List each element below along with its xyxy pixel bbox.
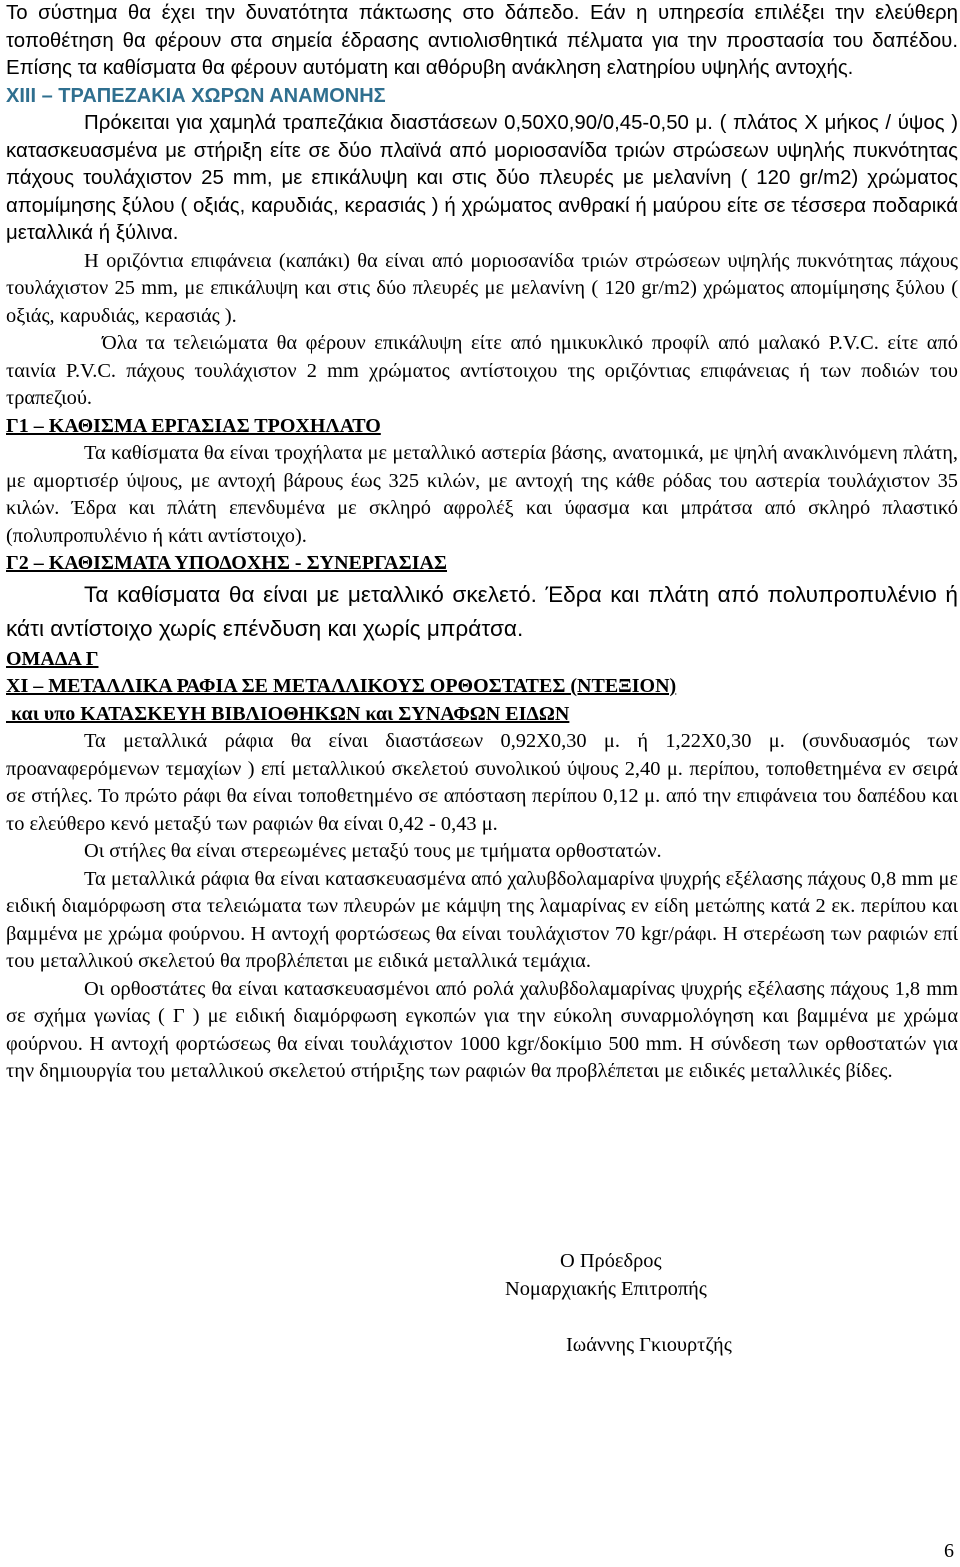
heading-xi: XI – ΜΕΤΑΛΛΙΚΑ ΡΑΦΙΑ ΣΕ ΜΕΤΑΛΛΙΚΟΥΣ ΟΡΘΟΣΤΑΤΕΣ (ΝΤΕΞΙΟΝ) [6,675,677,697]
heading-omada: ΟΜΑΔΑ Γ [6,647,99,670]
paragraph-intro: Το σύστημα θα έχει την δυνατότητα πάκτωσης στο δάπεδο. Εάν η υπηρεσία επιλέξει την ελεύθερη τοποθέτηση θα φέρουν στα σημεία έδρασης αντιολισθητικά πέλματα για την προστασία του δαπέδου. Επίσης τα καθίσματα θα φέρουν αυτόματη και αθόρυβη ανάκληση ελατηρίου υψηλής αντοχής. [6,2,958,79]
paragraph-xiii-a: Πρόκειται για χαμηλά τραπεζάκια διαστάσεων 0,50Χ0,90/0,45-0,50 μ. ( πλάτος Χ μήκος / ύψος ) κατασκευασμένα με στήριξη είτε σε δύο πλαϊνά από μοριοσανίδα τριών στρώσεων υψηλής πυκνότητας πάχους τουλάχιστον 25 mm, με επικάλυψη και στις δύο πλευρές με μελανίνη ( 120 gr/m2) χρώματος απομίμησης ξύλου ( οξιάς, καρυδιάς, κερασιάς ) ή χρώματος ανθρακί ή μαύρου είτε σε τέσσερα ποδαρικά μεταλλικά ή ξύλινα. [6,112,958,244]
document-page [6,0,958,1086]
signature-title: Ο Πρόεδρος [560,1250,662,1272]
signature-organization: Νομαρχιακής Επιτροπής [505,1278,707,1300]
signature-name: Ιωάννης Γκιουρτζής [566,1334,732,1356]
paragraph-xi-d: Οι ορθοστάτες θα είναι κατασκευασμένοι από ρολά χαλυβδολαμαρίνας ψυχρής εξέλασης πάχους 1,8 mm σε σχήμα γωνίας ( Γ ) με ειδική διαμόρφωση εγκοπών για την εύκολη συναρμολόγηση και βαμμένα με χρώμα φούρνου. Η αντοχή φορτώσεως θα είναι τουλάχιστον 1000 kgr/δοκίμιο 500 mm. Η σύνδεση των ορθοστατών για την δημιουργία του μεταλλικού σκελετού στήριξης των ραφιών θα προβλέπεται με ειδικές μεταλλικές βίδες. [6,977,958,1082]
paragraph-xi-a: Τα μεταλλικά ράφια θα είναι διαστάσεων 0,92Χ0,30 μ. ή 1,22Χ0,30 μ. (συνδυασμός των προαναφερόμενων τεμαχίων ) επί μεταλλικού σκελετού συνολικού ύψους 2,40 μ. περίπου, τοποθετημένα εν σειρά σε στήλες. Το πρώτο ράφι θα είναι τοποθετημένο σε απόσταση περίπου 0,12 μ. από την επιφάνεια του δαπέδου και το ελεύθερο κενό μεταξύ των ραφιών θα είναι 0,42 - 0,43 μ. [6,730,958,835]
heading-g1: Γ1 – ΚΑΘΙΣΜΑ ΕΡΓΑΣΙΑΣ ΤΡΟΧΗΛΑΤΟ [6,414,381,437]
paragraph-xi-c: Τα μεταλλικά ράφια θα είναι κατασκευασμένα από χαλυβδολαμαρίνα ψυχρής εξέλασης πάχους 0,8 mm με ειδική διαμόρφωση στα τελειώματα των πλευρών με κάμψη της λαμαρίνας εν είδη μετώπης κατά 2 εκ. περίπου και βαμμένα με χρώμα φούρνου. Η αντοχή φορτώσεως θα είναι τουλάχιστον 70 kgr/ράφι. Η στερέωση των ραφιών επί του μεταλλικού σκελετού θα προβλέπεται με ειδικά μεταλλικά τεμάχια. [6,867,958,972]
paragraph-g1: Τα καθίσματα θα είναι τροχήλατα με μεταλλικό αστερία βάσης, ανατομικά, με ψηλή ανακλινόμενη πλάτη, με αμορτισέρ ύψους, με αντοχή βάρους έως 325 κιλών, με αντοχή της κάθε ρόδας του αστερία τουλάχιστον 35 κιλών. Έδρα και πλάτη επενδυμένα με σκληρό αφρολέξ και ύφασμα και μπράτσα από σκληρό πλαστικό (πολυπροπυλένιο ή κάτι αντίστοιχο). [6,442,958,547]
heading-xiii: XIII – ΤΡΑΠΕΖΑΚΙΑ ΧΩΡΩΝ ΑΝΑΜΟΝΗΣ [6,84,386,107]
paragraph-xiii-b: Η οριζόντια επιφάνεια (καπάκι) θα είναι από μοριοσανίδα τριών στρώσεων υψηλής πυκνότητας πάχους τουλάχιστον 25 mm, με επικάλυψη και στις δύο πλευρές με μελανίνη ( 120 gr/m2) χρώματος απομίμησης ξύλου ( οξιάς, καρυδιάς, κερασιάς ). [6,249,958,327]
paragraph-xi-b: Οι στήλες θα είναι στερεωμένες μεταξύ τους με τμήματα ορθοστατών. [84,840,662,862]
paragraph-g2: Τα καθίσματα θα είναι με μεταλλικό σκελετό. Έδρα και πλάτη από πολυπροπυλένιο ή κάτι αντίστοιχο χωρίς επένδυση και χωρίς μπράτσα. [6,581,958,641]
heading-xi-sub: και υπο ΚΑΤΑΣΚΕΥΗ ΒΙΒΛΙΟΘΗΚΩΝ και ΣΥΝΑΦΩΝ ΕΙΔΩΝ [6,702,570,725]
heading-g2: Γ2 – ΚΑΘΙΣΜΑΤΑ ΥΠΟΔΟΧΗΣ - ΣΥΝΕΡΓΑΣΙΑΣ [6,552,448,574]
page-number: 6 [944,1540,954,1562]
paragraph-xiii-c: Όλα τα τελειώματα θα φέρουν επικάλυψη είτε από ημικυκλικό προφίλ από μαλακό P.V.C. είτε από ταινία P.V.C. πάχους τουλάχιστον 2 mm χρώματος αντίστοιχου της οριζόντιας επιφάνειας ή των ποδιών του τραπεζιού. [6,332,958,409]
